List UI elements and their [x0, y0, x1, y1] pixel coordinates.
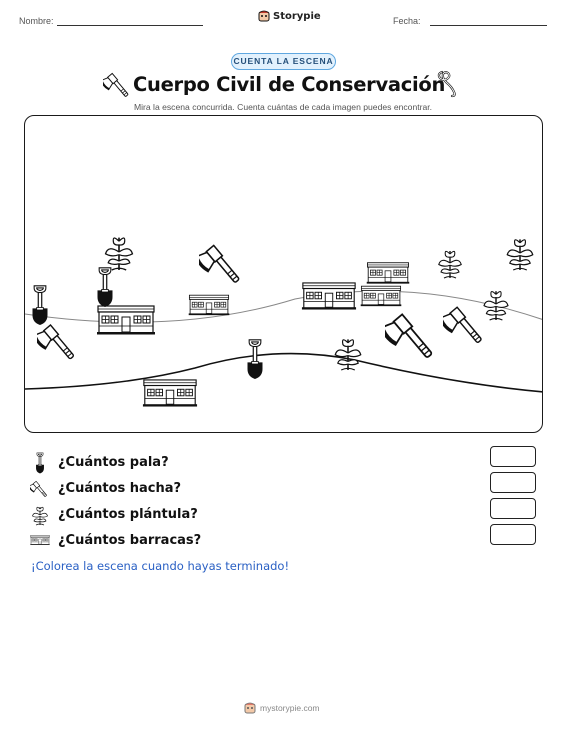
axe-icon [103, 70, 133, 100]
barracks [97, 306, 155, 335]
question-text: ¿Cuántos pala? [58, 455, 169, 470]
question-text: ¿Cuántos hacha? [58, 481, 182, 496]
barracks [189, 295, 230, 315]
page-title: Cuerpo Civil de Conservación [133, 73, 446, 96]
name-field[interactable] [57, 25, 203, 26]
date-field[interactable] [430, 25, 547, 26]
scene-barracks [97, 263, 409, 407]
seedling [507, 239, 533, 270]
question-row [30, 478, 536, 500]
coloring-instruction: ¡Colorea la escena cuando hayas terminado! [31, 559, 290, 573]
shovel [248, 340, 263, 379]
rope-icon [434, 68, 462, 98]
instructions: Mira la escena concurrida. Cuenta cuántas de cada imagen puedes encontrar. [133, 102, 433, 112]
answer-box[interactable] [490, 446, 536, 467]
date-label: Fecha: [393, 16, 421, 26]
answer-box[interactable] [490, 472, 536, 493]
answer-box[interactable] [490, 524, 536, 545]
axe [33, 323, 76, 368]
seedling [106, 238, 133, 270]
brand-logo [258, 10, 321, 22]
barracks [302, 283, 356, 310]
footer [244, 702, 320, 714]
axe-icon [30, 478, 50, 500]
barracks [143, 380, 197, 407]
shovel [33, 286, 48, 325]
barracks [367, 263, 410, 284]
scene-panel [24, 115, 543, 433]
footer-url[interactable]: mystorypie.com [260, 703, 320, 713]
question-row [30, 530, 536, 552]
question-row [30, 452, 536, 474]
seedling [484, 291, 508, 320]
barracks [361, 286, 402, 306]
storypie-mascot-icon [244, 702, 256, 714]
front-hill [25, 354, 543, 392]
storypie-mascot-icon [258, 10, 270, 22]
axe [438, 305, 483, 352]
answer-box[interactable] [490, 498, 536, 519]
name-label: Nombre: [19, 16, 54, 26]
question-text: ¿Cuántos barracas? [58, 533, 202, 548]
seedling [335, 339, 361, 370]
question-row [30, 504, 536, 526]
activity-badge: CUENTA LA ESCENA [231, 53, 336, 70]
brand-name: Storypie [273, 10, 321, 22]
shovel [98, 268, 113, 307]
shovel-icon [30, 452, 50, 474]
axe [194, 243, 241, 292]
barracks-icon [30, 530, 50, 552]
question-text: ¿Cuántos plántula? [58, 507, 198, 522]
seedling-icon [30, 504, 50, 526]
seedling [439, 251, 462, 278]
axe [379, 312, 433, 370]
